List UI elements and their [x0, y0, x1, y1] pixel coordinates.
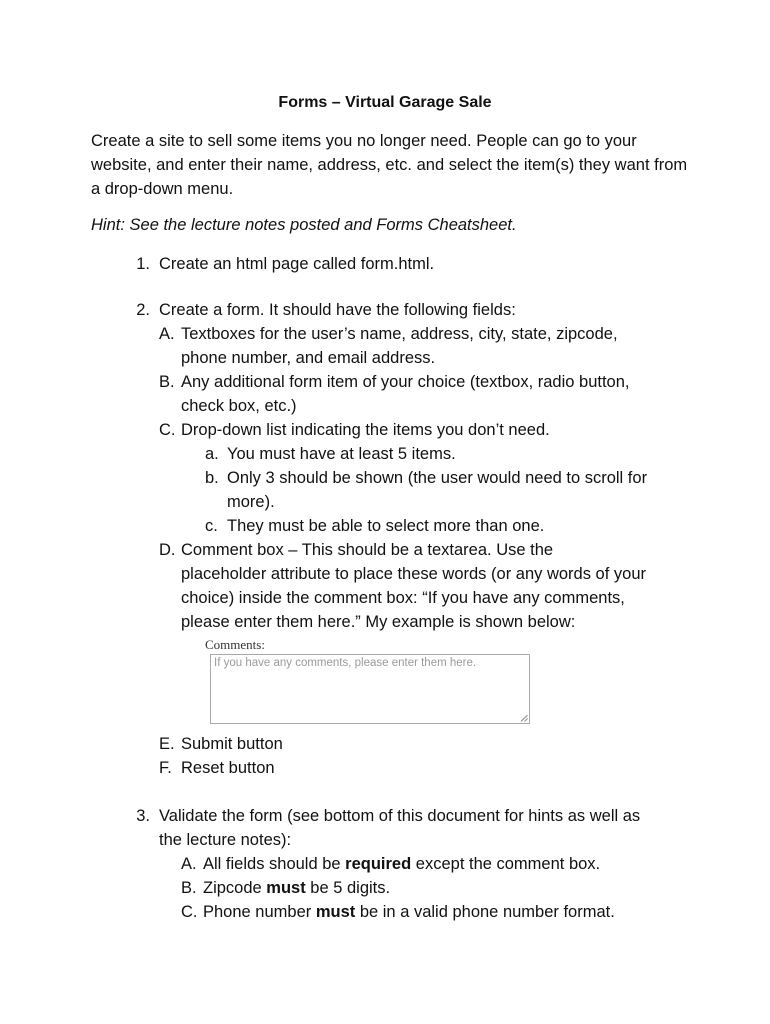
step-2c-c-text: They must be able to select more than one.: [227, 517, 545, 535]
step-2-text: Create a form. It should have the following fields:: [159, 301, 516, 319]
step-1-number: 1.: [136, 255, 150, 273]
step-3c-text: Phone number must be in a valid phone number format.: [203, 903, 615, 921]
step-2e-text: Submit button: [181, 735, 283, 753]
intro-paragraph: Create a site to sell some items you no longer need. People can go to your website, and enter their name, address, etc. and select the item(s) they want from a drop-down menu.: [91, 132, 688, 198]
example-comment-placeholder: If you have any comments, please enter them here.: [214, 657, 477, 669]
step-2c-c-mark: c.: [205, 517, 218, 535]
document-title: Forms – Virtual Garage Sale: [278, 94, 492, 111]
step-2b-line1: Any additional form item of your choice (textbox, radio button,: [181, 373, 630, 391]
step-3a-mark: A.: [181, 855, 197, 873]
step-2f-text: Reset button: [181, 759, 275, 777]
step-2d-line3: choice) inside the comment box: “If you have any comments,: [181, 589, 625, 607]
step-2c-text: Drop-down list indicating the items you don’t need.: [181, 421, 550, 439]
step-2e-mark: E.: [159, 735, 175, 753]
example-comments-label: Comments:: [205, 637, 265, 652]
step-3c-mark: C.: [181, 903, 198, 921]
step-3b-mark: B.: [181, 879, 197, 897]
step-2a-line1: Textboxes for the user’s name, address, city, state, zipcode,: [181, 325, 618, 343]
step-2d-line1: Comment box – This should be a textarea. Use the: [181, 541, 554, 559]
step-3-line2: the lecture notes):: [159, 831, 292, 849]
hint-text: Hint: See the lecture notes posted and Forms Cheatsheet.: [91, 216, 517, 234]
step-2a-line2: phone number, and email address.: [181, 349, 436, 367]
step-2c-mark: C.: [159, 421, 176, 439]
step-2c-b-line2: more).: [227, 493, 275, 511]
step-2c-a-text: You must have at least 5 items.: [227, 445, 456, 463]
example-comment-textarea: [210, 654, 530, 724]
step-1-text: Create an html page called form.html.: [159, 255, 435, 273]
step-2c-b-line1: Only 3 should be shown (the user would need to scroll for: [227, 469, 648, 487]
step-2a-mark: A.: [159, 325, 175, 343]
step-2d-mark: D.: [159, 541, 176, 559]
step-3a-text: All fields should be required except the comment box.: [203, 855, 601, 873]
step-2b-mark: B.: [159, 373, 175, 391]
step-3-line1: Validate the form (see bottom of this document for hints as well as: [159, 807, 641, 825]
step-3-number: 3.: [136, 807, 150, 825]
step-2b-line2: check box, etc.): [181, 397, 297, 415]
step-2-number: 2.: [136, 301, 150, 319]
step-2d-line2: placeholder attribute to place these words (or any words of your: [181, 565, 646, 583]
step-2f-mark: F.: [159, 759, 172, 777]
step-3b-text: Zipcode must be 5 digits.: [203, 879, 391, 897]
step-2c-a-mark: a.: [205, 445, 219, 463]
step-2d-line4: please enter them here.” My example is shown below:: [181, 613, 576, 631]
resize-grip-icon: [520, 714, 528, 722]
step-2c-b-mark: b.: [205, 469, 219, 487]
